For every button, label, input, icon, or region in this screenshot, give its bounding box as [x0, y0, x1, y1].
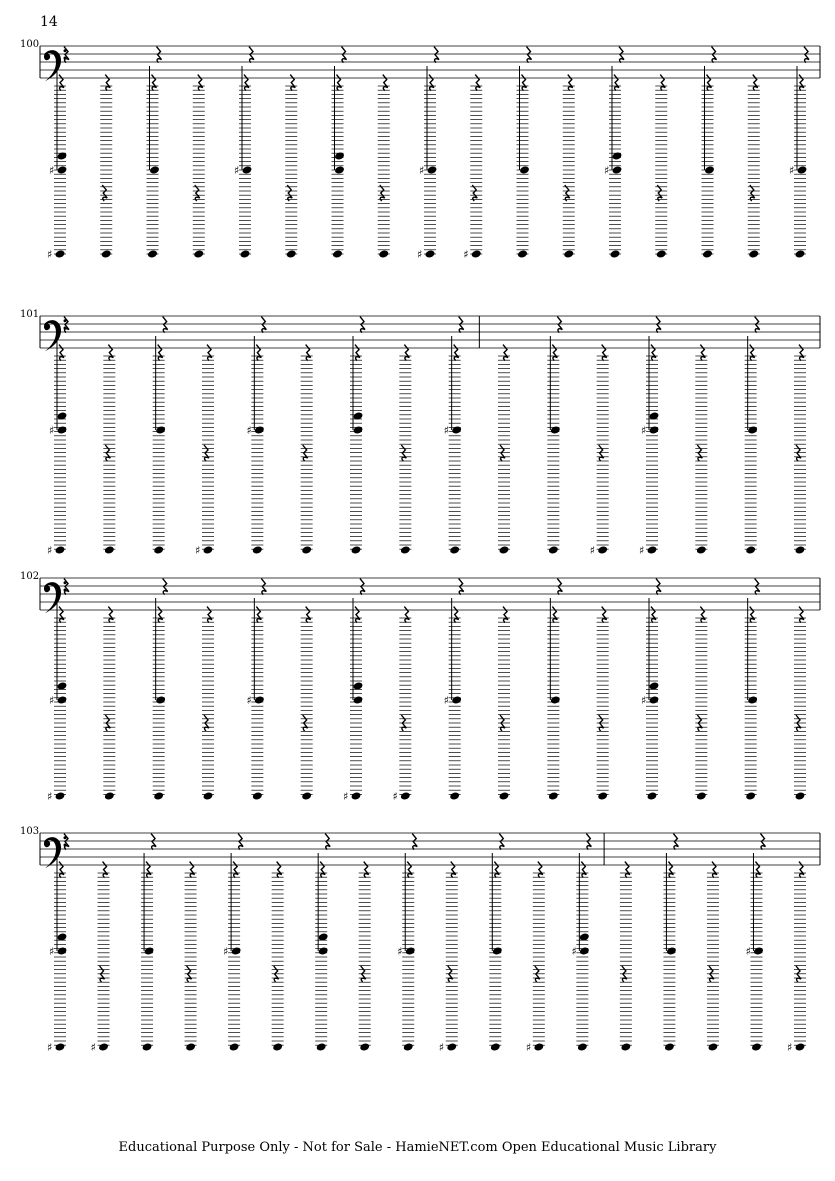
- rest-icon: [454, 345, 459, 361]
- rest-icon: [105, 445, 110, 461]
- notehead: [449, 545, 460, 554]
- notehead: [649, 425, 660, 434]
- rest-icon: [657, 185, 662, 201]
- notehead: [449, 791, 460, 800]
- rest-icon: [287, 185, 292, 201]
- notehead: [517, 249, 528, 258]
- notehead: [747, 425, 758, 434]
- rest-icon: [207, 345, 212, 361]
- rest-icon: [707, 75, 712, 91]
- notehead: [707, 1042, 718, 1051]
- notehead: [647, 545, 658, 554]
- notehead: [254, 695, 265, 704]
- notehead: [252, 791, 263, 800]
- rest-icon: [320, 862, 325, 878]
- notehead: [332, 249, 343, 258]
- notehead: [101, 249, 112, 258]
- notehead: [153, 791, 164, 800]
- rest-icon: [552, 607, 557, 623]
- notehead: [492, 946, 503, 955]
- notehead: [499, 791, 510, 800]
- notehead: [254, 425, 265, 434]
- rest-icon: [753, 75, 758, 91]
- notehead: [57, 425, 68, 434]
- sharp-sign: ♯: [639, 544, 645, 557]
- rest-icon: [59, 862, 64, 878]
- notehead: [519, 165, 530, 174]
- rest-icon: [64, 834, 69, 850]
- notehead: [57, 946, 68, 955]
- rest-icon: [712, 862, 717, 878]
- rest-icon: [249, 47, 254, 63]
- notehead: [696, 791, 707, 800]
- notehead: [378, 249, 389, 258]
- rest-icon: [238, 834, 243, 850]
- notehead: [98, 1042, 109, 1051]
- rest-icon: [360, 317, 365, 333]
- notehead: [612, 151, 623, 160]
- notehead: [57, 165, 68, 174]
- notehead: [353, 695, 364, 704]
- sharp-sign: ♯: [571, 945, 577, 958]
- staff-system-4: [0, 827, 835, 1077]
- rest-icon: [625, 862, 630, 878]
- rest-icon: [552, 345, 557, 361]
- rest-icon: [108, 607, 113, 623]
- notehead: [795, 791, 806, 800]
- rest-icon: [557, 317, 562, 333]
- notehead: [55, 249, 66, 258]
- notehead: [55, 545, 66, 554]
- measure-number-101: 101: [20, 309, 40, 320]
- rest-icon: [256, 607, 261, 623]
- rest-icon: [306, 345, 311, 361]
- notehead: [203, 791, 214, 800]
- sharp-sign: ♯: [438, 1041, 445, 1054]
- notehead: [142, 1042, 153, 1051]
- notehead: [400, 545, 411, 554]
- rest-icon: [429, 75, 434, 91]
- rest-icon: [750, 607, 755, 623]
- rest-icon: [146, 862, 151, 878]
- sharp-sign: ♯: [392, 790, 398, 803]
- sharp-sign: ♯: [49, 694, 55, 707]
- notehead: [286, 249, 297, 258]
- rest-icon: [108, 345, 113, 361]
- sharp-sign: ♯: [787, 1041, 793, 1054]
- sharp-sign: ♯: [246, 424, 252, 437]
- measure-number-102: 102: [20, 571, 40, 582]
- rest-icon: [586, 834, 591, 850]
- notehead: [649, 695, 660, 704]
- rest-icon: [105, 75, 110, 91]
- sharp-sign: ♯: [47, 790, 53, 803]
- notehead: [316, 1042, 327, 1051]
- measure-number-100: 100: [20, 39, 40, 50]
- notehead: [403, 1042, 414, 1051]
- notehead: [656, 249, 667, 258]
- sharp-sign: ♯: [641, 694, 647, 707]
- sharp-sign: ♯: [49, 945, 55, 958]
- rest-icon: [656, 317, 661, 333]
- notehead: [55, 1042, 66, 1051]
- rest-icon: [673, 834, 678, 850]
- rest-icon: [233, 862, 238, 878]
- rest-icon: [700, 607, 705, 623]
- notehead: [334, 165, 345, 174]
- notehead: [155, 425, 166, 434]
- rest-icon: [651, 607, 656, 623]
- rest-icon: [103, 862, 108, 878]
- notehead: [664, 1042, 675, 1051]
- staff-system-2: [0, 310, 835, 557]
- bass-clef-icon: [44, 582, 61, 613]
- notehead: [155, 695, 166, 704]
- rest-icon: [799, 345, 804, 361]
- rest-icon: [522, 75, 527, 91]
- notehead: [400, 791, 411, 800]
- rest-icon: [364, 862, 369, 878]
- notehead: [577, 1042, 588, 1051]
- rest-icon: [656, 579, 661, 595]
- notehead: [153, 545, 164, 554]
- notehead: [425, 249, 436, 258]
- rest-icon: [602, 607, 607, 623]
- notehead: [147, 249, 158, 258]
- rest-icon: [760, 834, 765, 850]
- notehead: [318, 946, 329, 955]
- rest-icon: [163, 579, 168, 595]
- rest-icon: [697, 445, 702, 461]
- notehead: [666, 946, 677, 955]
- notehead: [446, 1042, 457, 1051]
- rest-icon: [337, 75, 342, 91]
- rest-icon: [660, 75, 665, 91]
- rest-icon: [619, 47, 624, 63]
- rest-icon: [256, 345, 261, 361]
- measure-number-103: 103: [20, 826, 40, 837]
- sharp-sign: ♯: [343, 790, 349, 803]
- notehead: [104, 545, 115, 554]
- notehead: [620, 1042, 631, 1051]
- notehead: [240, 249, 251, 258]
- notehead: [272, 1042, 283, 1051]
- notehead: [229, 1042, 240, 1051]
- notehead: [647, 791, 658, 800]
- notehead: [597, 545, 608, 554]
- rest-icon: [303, 445, 308, 461]
- notehead: [301, 791, 312, 800]
- rest-icon: [355, 345, 360, 361]
- sharp-sign: ♯: [47, 544, 53, 557]
- notehead: [490, 1042, 501, 1051]
- rest-icon: [152, 75, 157, 91]
- rest-icon: [565, 185, 570, 201]
- notehead: [203, 545, 214, 554]
- rest-icon: [163, 317, 168, 333]
- rest-icon: [459, 579, 464, 595]
- notehead: [696, 545, 707, 554]
- sharp-sign: ♯: [745, 945, 751, 958]
- sharp-sign: ♯: [223, 945, 229, 958]
- notehead: [704, 165, 715, 174]
- sharp-sign: ♯: [604, 164, 610, 177]
- rest-icon: [503, 607, 508, 623]
- notehead: [144, 946, 155, 955]
- rest-icon: [407, 862, 412, 878]
- rest-icon: [190, 862, 195, 878]
- rest-icon: [306, 607, 311, 623]
- sharp-sign: ♯: [49, 424, 55, 437]
- rest-icon: [755, 317, 760, 333]
- rest-icon: [434, 47, 439, 63]
- rest-icon: [64, 317, 69, 333]
- sharp-sign: ♯: [246, 694, 252, 707]
- bass-clef-icon: [44, 320, 61, 351]
- rest-icon: [64, 47, 69, 63]
- rest-icon: [538, 862, 543, 878]
- rest-icon: [750, 345, 755, 361]
- rest-icon: [102, 185, 107, 201]
- rest-icon: [404, 345, 409, 361]
- rest-icon: [195, 185, 200, 201]
- notehead: [610, 249, 621, 258]
- rest-icon: [602, 345, 607, 361]
- sharp-sign: ♯: [443, 424, 449, 437]
- notehead: [550, 425, 561, 434]
- notehead: [405, 946, 416, 955]
- notehead: [745, 545, 756, 554]
- rest-icon: [277, 862, 282, 878]
- page-number: 14: [40, 14, 58, 30]
- rest-icon: [290, 75, 295, 91]
- rest-icon: [799, 862, 804, 878]
- sharp-sign: ♯: [195, 544, 201, 557]
- notehead: [751, 1042, 762, 1051]
- notehead: [499, 545, 510, 554]
- sharp-sign: ♯: [397, 945, 403, 958]
- bass-clef-icon: [44, 837, 61, 868]
- rest-icon: [799, 607, 804, 623]
- rest-icon: [581, 862, 586, 878]
- rest-icon: [700, 345, 705, 361]
- sharp-sign: ♯: [234, 164, 240, 177]
- rest-icon: [668, 862, 673, 878]
- notehead: [471, 249, 482, 258]
- notehead: [149, 165, 160, 174]
- staff-system-1: [0, 40, 835, 280]
- notehead: [359, 1042, 370, 1051]
- rest-icon: [568, 75, 573, 91]
- notehead: [301, 545, 312, 554]
- rest-icon: [380, 185, 385, 201]
- rest-icon: [158, 345, 163, 361]
- notehead: [242, 165, 253, 174]
- rest-icon: [404, 607, 409, 623]
- rest-icon: [499, 834, 504, 850]
- notehead: [427, 165, 438, 174]
- notehead: [353, 425, 364, 434]
- rest-icon: [799, 75, 804, 91]
- rest-icon: [355, 607, 360, 623]
- rest-icon: [325, 834, 330, 850]
- notehead: [57, 151, 68, 160]
- notehead: [797, 165, 808, 174]
- rest-icon: [503, 345, 508, 361]
- notehead: [550, 695, 561, 704]
- notehead: [231, 946, 242, 955]
- rest-icon: [360, 579, 365, 595]
- notehead: [451, 425, 462, 434]
- notehead: [702, 249, 713, 258]
- rest-icon: [804, 47, 809, 63]
- sharp-sign: ♯: [463, 248, 469, 261]
- rest-icon: [383, 75, 388, 91]
- notehead: [612, 165, 623, 174]
- rest-icon: [712, 47, 717, 63]
- notehead: [795, 545, 806, 554]
- notehead: [334, 151, 345, 160]
- rest-icon: [475, 75, 480, 91]
- rest-icon: [158, 607, 163, 623]
- notehead: [795, 249, 806, 258]
- rest-icon: [244, 75, 249, 91]
- sharp-sign: ♯: [47, 1041, 53, 1054]
- notehead: [193, 249, 204, 258]
- footer-notice: Educational Purpose Only - Not for Sale - HamieNET.com Open Educational Music Library: [118, 1140, 717, 1155]
- notehead: [57, 695, 68, 704]
- notehead: [351, 791, 362, 800]
- rest-icon: [157, 47, 162, 63]
- rest-icon: [59, 345, 64, 361]
- rest-icon: [342, 47, 347, 63]
- rest-icon: [64, 579, 69, 595]
- notehead: [753, 946, 764, 955]
- rest-icon: [755, 862, 760, 878]
- rest-icon: [527, 47, 532, 63]
- rest-icon: [198, 75, 203, 91]
- sharp-sign: ♯: [49, 164, 55, 177]
- sharp-sign: ♯: [443, 694, 449, 707]
- rest-icon: [412, 834, 417, 850]
- rest-icon: [614, 75, 619, 91]
- notehead: [795, 1042, 806, 1051]
- notehead: [451, 695, 462, 704]
- rest-icon: [59, 607, 64, 623]
- sharp-sign: ♯: [641, 424, 647, 437]
- rest-icon: [755, 579, 760, 595]
- rest-icon: [557, 579, 562, 595]
- notehead: [533, 1042, 544, 1051]
- notehead: [579, 946, 590, 955]
- rest-icon: [599, 445, 604, 461]
- notehead: [597, 791, 608, 800]
- rest-icon: [151, 834, 156, 850]
- sharp-sign: ♯: [47, 248, 53, 261]
- rest-icon: [750, 185, 755, 201]
- rest-icon: [261, 317, 266, 333]
- rest-icon: [500, 445, 505, 461]
- rest-icon: [494, 862, 499, 878]
- notehead: [55, 791, 66, 800]
- notehead: [548, 791, 559, 800]
- bass-clef-icon: [44, 50, 61, 81]
- sharp-sign: ♯: [419, 164, 425, 177]
- notehead: [185, 1042, 196, 1051]
- sharp-sign: ♯: [525, 1041, 532, 1054]
- sharp-sign: ♯: [90, 1041, 96, 1054]
- notehead: [745, 791, 756, 800]
- rest-icon: [401, 445, 406, 461]
- rest-icon: [796, 445, 801, 461]
- rest-icon: [454, 607, 459, 623]
- rest-icon: [59, 75, 64, 91]
- rest-icon: [261, 579, 266, 595]
- rest-icon: [459, 317, 464, 333]
- notehead: [548, 545, 559, 554]
- rest-icon: [651, 345, 656, 361]
- rest-icon: [451, 862, 456, 878]
- sharp-sign: ♯: [417, 248, 423, 261]
- notehead: [252, 545, 263, 554]
- rest-icon: [472, 185, 477, 201]
- notehead: [748, 249, 759, 258]
- notehead: [351, 545, 362, 554]
- notehead: [563, 249, 574, 258]
- rest-icon: [204, 445, 209, 461]
- notehead: [104, 791, 115, 800]
- staff-system-3: [0, 572, 835, 812]
- sharp-sign: ♯: [789, 164, 795, 177]
- notehead: [747, 695, 758, 704]
- sharp-sign: ♯: [589, 544, 595, 557]
- rest-icon: [207, 607, 212, 623]
